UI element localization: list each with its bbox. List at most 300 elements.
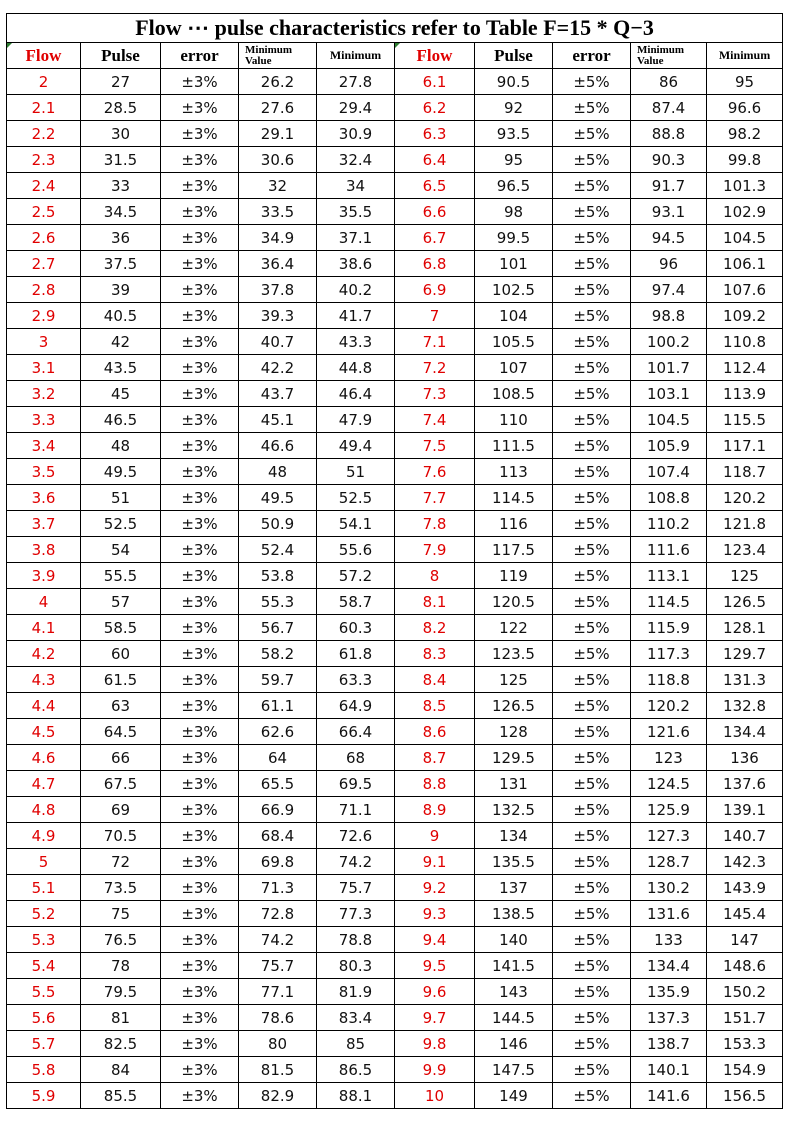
pulse-cell-left: 70.5 bbox=[81, 823, 161, 849]
minimum-cell-left: 27.8 bbox=[317, 69, 395, 95]
table-row bbox=[7, 719, 783, 745]
flow-cell-left: 5.2 bbox=[7, 901, 81, 927]
minimum-value-cell-right: 140.1 bbox=[631, 1057, 707, 1083]
pulse-cell-right: 101 bbox=[475, 251, 553, 277]
table-title: Flow ⋯ pulse characteristics refer to Table F=15 * Q−3 bbox=[7, 14, 783, 43]
error-cell-right: ±5% bbox=[553, 199, 631, 225]
minimum-value-cell-left: 65.5 bbox=[239, 771, 317, 797]
minimum-value-cell-right: 98.8 bbox=[631, 303, 707, 329]
pulse-cell-left: 67.5 bbox=[81, 771, 161, 797]
pulse-cell-left: 49.5 bbox=[81, 459, 161, 485]
minimum-value-cell-right: 110.2 bbox=[631, 511, 707, 537]
error-cell-right: ±5% bbox=[553, 771, 631, 797]
minimum-cell-right: 148.6 bbox=[707, 953, 783, 979]
minimum-value-cell-left: 77.1 bbox=[239, 979, 317, 1005]
minimum-cell-left: 57.2 bbox=[317, 563, 395, 589]
table-row bbox=[7, 667, 783, 693]
flow-cell-right: 9.5 bbox=[395, 953, 475, 979]
minimum-cell-left: 64.9 bbox=[317, 693, 395, 719]
flow-cell-right: 6.9 bbox=[395, 277, 475, 303]
minimum-value-cell-left: 36.4 bbox=[239, 251, 317, 277]
minimum-cell-right: 140.7 bbox=[707, 823, 783, 849]
minimum-value-cell-left: 59.7 bbox=[239, 667, 317, 693]
minimum-value-cell-right: 114.5 bbox=[631, 589, 707, 615]
minimum-value-cell-left: 45.1 bbox=[239, 407, 317, 433]
minimum-value-cell-left: 78.6 bbox=[239, 1005, 317, 1031]
error-cell-right: ±5% bbox=[553, 355, 631, 381]
flow-cell-right: 6.4 bbox=[395, 147, 475, 173]
flow-cell-right: 8.7 bbox=[395, 745, 475, 771]
error-cell-right: ±5% bbox=[553, 953, 631, 979]
error-cell-right: ±5% bbox=[553, 147, 631, 173]
minimum-value-cell-right: 96 bbox=[631, 251, 707, 277]
flow-cell-right: 9.9 bbox=[395, 1057, 475, 1083]
minimum-cell-left: 72.6 bbox=[317, 823, 395, 849]
flow-cell-left: 3.9 bbox=[7, 563, 81, 589]
error-cell-right: ±5% bbox=[553, 589, 631, 615]
pulse-cell-right: 116 bbox=[475, 511, 553, 537]
table-row bbox=[7, 407, 783, 433]
error-cell-right: ±5% bbox=[553, 381, 631, 407]
minimum-value-cell-right: 121.6 bbox=[631, 719, 707, 745]
error-cell-left: ±3% bbox=[161, 147, 239, 173]
flow-cell-left: 4 bbox=[7, 589, 81, 615]
error-cell-right: ±5% bbox=[553, 173, 631, 199]
minimum-value-cell-right: 91.7 bbox=[631, 173, 707, 199]
pulse-cell-right: 111.5 bbox=[475, 433, 553, 459]
error-cell-left: ±3% bbox=[161, 563, 239, 589]
table-row bbox=[7, 225, 783, 251]
minimum-cell-right: 142.3 bbox=[707, 849, 783, 875]
flow-cell-left: 3.6 bbox=[7, 485, 81, 511]
error-cell-left: ±3% bbox=[161, 485, 239, 511]
minimum-value-cell-right: 118.8 bbox=[631, 667, 707, 693]
flow-cell-left: 3 bbox=[7, 329, 81, 355]
minimum-value-cell-left: 34.9 bbox=[239, 225, 317, 251]
pulse-cell-left: 37.5 bbox=[81, 251, 161, 277]
flow-cell-left: 4.2 bbox=[7, 641, 81, 667]
minimum-cell-left: 35.5 bbox=[317, 199, 395, 225]
pulse-cell-left: 57 bbox=[81, 589, 161, 615]
minimum-cell-right: 96.6 bbox=[707, 95, 783, 121]
minimum-value-cell-left: 55.3 bbox=[239, 589, 317, 615]
minimum-cell-right: 104.5 bbox=[707, 225, 783, 251]
flow-cell-left: 2.3 bbox=[7, 147, 81, 173]
error-cell-left: ±3% bbox=[161, 849, 239, 875]
error-cell-left: ±3% bbox=[161, 537, 239, 563]
pulse-cell-right: 105.5 bbox=[475, 329, 553, 355]
minimum-cell-left: 75.7 bbox=[317, 875, 395, 901]
minimum-value-cell-right: 123 bbox=[631, 745, 707, 771]
header-flow-right bbox=[395, 43, 475, 69]
pulse-cell-right: 128 bbox=[475, 719, 553, 745]
minimum-cell-right: 134.4 bbox=[707, 719, 783, 745]
corner-marker-icon bbox=[7, 43, 12, 48]
pulse-cell-left: 30 bbox=[81, 121, 161, 147]
error-cell-right: ±5% bbox=[553, 277, 631, 303]
flow-cell-left: 4.9 bbox=[7, 823, 81, 849]
minimum-value-cell-right: 103.1 bbox=[631, 381, 707, 407]
flow-cell-right: 7 bbox=[395, 303, 475, 329]
minimum-value-cell-left: 75.7 bbox=[239, 953, 317, 979]
flow-cell-left: 2.2 bbox=[7, 121, 81, 147]
pulse-cell-right: 95 bbox=[475, 147, 553, 173]
error-cell-left: ±3% bbox=[161, 355, 239, 381]
pulse-cell-left: 61.5 bbox=[81, 667, 161, 693]
minimum-cell-right: 109.2 bbox=[707, 303, 783, 329]
error-cell-right: ±5% bbox=[553, 1031, 631, 1057]
minimum-cell-right: 150.2 bbox=[707, 979, 783, 1005]
minimum-cell-right: 107.6 bbox=[707, 277, 783, 303]
flow-cell-left: 5 bbox=[7, 849, 81, 875]
minimum-cell-right: 118.7 bbox=[707, 459, 783, 485]
minimum-cell-left: 41.7 bbox=[317, 303, 395, 329]
minimum-cell-right: 126.5 bbox=[707, 589, 783, 615]
flow-cell-right: 6.1 bbox=[395, 69, 475, 95]
flow-cell-left: 4.7 bbox=[7, 771, 81, 797]
error-cell-right: ±5% bbox=[553, 797, 631, 823]
minimum-cell-right: 137.6 bbox=[707, 771, 783, 797]
table-row bbox=[7, 797, 783, 823]
flow-cell-right: 9.8 bbox=[395, 1031, 475, 1057]
minimum-cell-left: 49.4 bbox=[317, 433, 395, 459]
pulse-cell-left: 64.5 bbox=[81, 719, 161, 745]
flow-cell-right: 8.6 bbox=[395, 719, 475, 745]
pulse-cell-left: 42 bbox=[81, 329, 161, 355]
error-cell-left: ±3% bbox=[161, 953, 239, 979]
error-cell-left: ±3% bbox=[161, 225, 239, 251]
minimum-cell-left: 52.5 bbox=[317, 485, 395, 511]
minimum-cell-right: 151.7 bbox=[707, 1005, 783, 1031]
flow-cell-left: 2.5 bbox=[7, 199, 81, 225]
minimum-value-cell-left: 46.6 bbox=[239, 433, 317, 459]
flow-cell-right: 10 bbox=[395, 1083, 475, 1109]
flow-cell-left: 4.6 bbox=[7, 745, 81, 771]
error-cell-right: ±5% bbox=[553, 251, 631, 277]
minimum-value-cell-right: 108.8 bbox=[631, 485, 707, 511]
pulse-cell-right: 113 bbox=[475, 459, 553, 485]
error-cell-left: ±3% bbox=[161, 121, 239, 147]
minimum-value-cell-right: 124.5 bbox=[631, 771, 707, 797]
minimum-value-cell-left: 66.9 bbox=[239, 797, 317, 823]
flow-cell-right: 7.5 bbox=[395, 433, 475, 459]
flow-cell-right: 6.2 bbox=[395, 95, 475, 121]
pulse-cell-right: 132.5 bbox=[475, 797, 553, 823]
minimum-cell-right: 125 bbox=[707, 563, 783, 589]
header-pulse-left: Pulse bbox=[81, 43, 161, 69]
minimum-value-cell-left: 61.1 bbox=[239, 693, 317, 719]
error-cell-right: ±5% bbox=[553, 745, 631, 771]
minimum-cell-left: 85 bbox=[317, 1031, 395, 1057]
table-row bbox=[7, 875, 783, 901]
error-cell-right: ±5% bbox=[553, 875, 631, 901]
pulse-cell-right: 122 bbox=[475, 615, 553, 641]
minimum-value-cell-right: 105.9 bbox=[631, 433, 707, 459]
minimum-cell-left: 74.2 bbox=[317, 849, 395, 875]
pulse-cell-right: 110 bbox=[475, 407, 553, 433]
table-row bbox=[7, 147, 783, 173]
table-row bbox=[7, 693, 783, 719]
error-cell-right: ±5% bbox=[553, 563, 631, 589]
pulse-cell-right: 98 bbox=[475, 199, 553, 225]
error-cell-right: ±5% bbox=[553, 901, 631, 927]
error-cell-left: ±3% bbox=[161, 511, 239, 537]
table-row bbox=[7, 69, 783, 95]
flow-cell-right: 7.2 bbox=[395, 355, 475, 381]
pulse-cell-left: 84 bbox=[81, 1057, 161, 1083]
pulse-cell-right: 147.5 bbox=[475, 1057, 553, 1083]
minimum-value-cell-left: 39.3 bbox=[239, 303, 317, 329]
minimum-cell-right: 153.3 bbox=[707, 1031, 783, 1057]
header-error-right: error bbox=[553, 43, 631, 69]
minimum-value-cell-right: 100.2 bbox=[631, 329, 707, 355]
minimum-value-cell-left: 53.8 bbox=[239, 563, 317, 589]
minimum-value-cell-left: 29.1 bbox=[239, 121, 317, 147]
pulse-cell-left: 39 bbox=[81, 277, 161, 303]
minimum-cell-right: 121.8 bbox=[707, 511, 783, 537]
minimum-value-cell-left: 26.2 bbox=[239, 69, 317, 95]
minimum-cell-left: 71.1 bbox=[317, 797, 395, 823]
minimum-value-cell-right: 134.4 bbox=[631, 953, 707, 979]
error-cell-right: ±5% bbox=[553, 407, 631, 433]
table-row bbox=[7, 459, 783, 485]
pulse-cell-right: 119 bbox=[475, 563, 553, 589]
flow-cell-right: 9.7 bbox=[395, 1005, 475, 1031]
minimum-value-cell-left: 69.8 bbox=[239, 849, 317, 875]
table-body bbox=[7, 69, 783, 1109]
minimum-cell-right: 156.5 bbox=[707, 1083, 783, 1109]
minimum-cell-right: 132.8 bbox=[707, 693, 783, 719]
error-cell-right: ±5% bbox=[553, 69, 631, 95]
minimum-value-cell-right: 128.7 bbox=[631, 849, 707, 875]
pulse-cell-left: 85.5 bbox=[81, 1083, 161, 1109]
error-cell-left: ±3% bbox=[161, 459, 239, 485]
flow-cell-left: 2.9 bbox=[7, 303, 81, 329]
table-row bbox=[7, 537, 783, 563]
pulse-cell-right: 125 bbox=[475, 667, 553, 693]
error-cell-left: ±3% bbox=[161, 667, 239, 693]
minimum-value-cell-left: 43.7 bbox=[239, 381, 317, 407]
flow-cell-right: 8.3 bbox=[395, 641, 475, 667]
flow-cell-left: 5.1 bbox=[7, 875, 81, 901]
flow-cell-right: 7.6 bbox=[395, 459, 475, 485]
minimum-value-cell-right: 87.4 bbox=[631, 95, 707, 121]
pulse-cell-right: 135.5 bbox=[475, 849, 553, 875]
pulse-cell-right: 141.5 bbox=[475, 953, 553, 979]
pulse-cell-right: 134 bbox=[475, 823, 553, 849]
table-row bbox=[7, 277, 783, 303]
minimum-cell-left: 30.9 bbox=[317, 121, 395, 147]
pulse-cell-left: 48 bbox=[81, 433, 161, 459]
header-label: Flow bbox=[416, 45, 453, 65]
minimum-value-cell-right: 138.7 bbox=[631, 1031, 707, 1057]
error-cell-left: ±3% bbox=[161, 589, 239, 615]
minimum-cell-left: 68 bbox=[317, 745, 395, 771]
error-cell-left: ±3% bbox=[161, 979, 239, 1005]
minimum-cell-right: 115.5 bbox=[707, 407, 783, 433]
table-row bbox=[7, 1031, 783, 1057]
column-header-row bbox=[7, 43, 783, 69]
error-cell-right: ±5% bbox=[553, 1083, 631, 1109]
minimum-cell-left: 86.5 bbox=[317, 1057, 395, 1083]
flow-cell-right: 6.3 bbox=[395, 121, 475, 147]
minimum-value-cell-right: 127.3 bbox=[631, 823, 707, 849]
minimum-value-cell-right: 125.9 bbox=[631, 797, 707, 823]
table-row bbox=[7, 251, 783, 277]
flow-cell-right: 7.1 bbox=[395, 329, 475, 355]
header-label: Flow bbox=[25, 45, 62, 65]
pulse-cell-left: 60 bbox=[81, 641, 161, 667]
minimum-cell-right: 117.1 bbox=[707, 433, 783, 459]
error-cell-left: ±3% bbox=[161, 719, 239, 745]
minimum-value-cell-left: 33.5 bbox=[239, 199, 317, 225]
header-error-left: error bbox=[161, 43, 239, 69]
minimum-cell-left: 60.3 bbox=[317, 615, 395, 641]
pulse-cell-right: 126.5 bbox=[475, 693, 553, 719]
minimum-cell-left: 63.3 bbox=[317, 667, 395, 693]
pulse-cell-right: 107 bbox=[475, 355, 553, 381]
minimum-value-cell-left: 56.7 bbox=[239, 615, 317, 641]
error-cell-right: ±5% bbox=[553, 719, 631, 745]
table-row bbox=[7, 303, 783, 329]
minimum-value-cell-right: 130.2 bbox=[631, 875, 707, 901]
minimum-cell-right: 123.4 bbox=[707, 537, 783, 563]
flow-cell-right: 7.9 bbox=[395, 537, 475, 563]
header-minimum-right: Minimum bbox=[707, 43, 783, 69]
pulse-cell-left: 78 bbox=[81, 953, 161, 979]
error-cell-left: ±3% bbox=[161, 615, 239, 641]
flow-cell-left: 2 bbox=[7, 69, 81, 95]
table-row bbox=[7, 433, 783, 459]
error-cell-left: ±3% bbox=[161, 199, 239, 225]
error-cell-left: ±3% bbox=[161, 173, 239, 199]
flow-cell-right: 8.1 bbox=[395, 589, 475, 615]
minimum-cell-left: 77.3 bbox=[317, 901, 395, 927]
table-row bbox=[7, 563, 783, 589]
table-row bbox=[7, 589, 783, 615]
table-row bbox=[7, 615, 783, 641]
pulse-cell-right: 93.5 bbox=[475, 121, 553, 147]
minimum-value-cell-left: 42.2 bbox=[239, 355, 317, 381]
flow-cell-right: 9.2 bbox=[395, 875, 475, 901]
error-cell-left: ±3% bbox=[161, 693, 239, 719]
pulse-cell-right: 123.5 bbox=[475, 641, 553, 667]
flow-cell-left: 5.3 bbox=[7, 927, 81, 953]
pulse-cell-left: 82.5 bbox=[81, 1031, 161, 1057]
minimum-cell-left: 38.6 bbox=[317, 251, 395, 277]
error-cell-right: ±5% bbox=[553, 537, 631, 563]
error-cell-right: ±5% bbox=[553, 95, 631, 121]
pulse-cell-left: 28.5 bbox=[81, 95, 161, 121]
flow-cell-left: 5.5 bbox=[7, 979, 81, 1005]
pulse-cell-left: 75 bbox=[81, 901, 161, 927]
error-cell-right: ±5% bbox=[553, 823, 631, 849]
minimum-cell-right: 131.3 bbox=[707, 667, 783, 693]
error-cell-left: ±3% bbox=[161, 329, 239, 355]
pulse-cell-right: 104 bbox=[475, 303, 553, 329]
minimum-value-cell-left: 68.4 bbox=[239, 823, 317, 849]
table-row bbox=[7, 355, 783, 381]
minimum-value-cell-left: 27.6 bbox=[239, 95, 317, 121]
pulse-cell-left: 66 bbox=[81, 745, 161, 771]
minimum-cell-left: 29.4 bbox=[317, 95, 395, 121]
pulse-cell-left: 46.5 bbox=[81, 407, 161, 433]
pulse-cell-left: 34.5 bbox=[81, 199, 161, 225]
pulse-cell-left: 79.5 bbox=[81, 979, 161, 1005]
flow-cell-left: 3.8 bbox=[7, 537, 81, 563]
error-cell-left: ±3% bbox=[161, 823, 239, 849]
header-pulse-right: Pulse bbox=[475, 43, 553, 69]
minimum-value-cell-left: 81.5 bbox=[239, 1057, 317, 1083]
error-cell-right: ±5% bbox=[553, 485, 631, 511]
error-cell-right: ±5% bbox=[553, 979, 631, 1005]
pulse-cell-right: 146 bbox=[475, 1031, 553, 1057]
flow-cell-right: 9 bbox=[395, 823, 475, 849]
flow-cell-left: 3.4 bbox=[7, 433, 81, 459]
error-cell-right: ±5% bbox=[553, 225, 631, 251]
minimum-value-cell-right: 141.6 bbox=[631, 1083, 707, 1109]
minimum-value-cell-right: 93.1 bbox=[631, 199, 707, 225]
pulse-cell-right: 140 bbox=[475, 927, 553, 953]
flow-cell-left: 3.1 bbox=[7, 355, 81, 381]
minimum-value-cell-right: 101.7 bbox=[631, 355, 707, 381]
minimum-value-cell-left: 71.3 bbox=[239, 875, 317, 901]
pulse-cell-left: 36 bbox=[81, 225, 161, 251]
pulse-cell-left: 33 bbox=[81, 173, 161, 199]
flow-cell-left: 2.1 bbox=[7, 95, 81, 121]
error-cell-left: ±3% bbox=[161, 433, 239, 459]
table-row bbox=[7, 1057, 783, 1083]
minimum-cell-right: 110.8 bbox=[707, 329, 783, 355]
flow-cell-right: 7.8 bbox=[395, 511, 475, 537]
flow-cell-left: 4.4 bbox=[7, 693, 81, 719]
minimum-value-cell-left: 80 bbox=[239, 1031, 317, 1057]
minimum-cell-right: 101.3 bbox=[707, 173, 783, 199]
flow-cell-left: 3.3 bbox=[7, 407, 81, 433]
minimum-value-cell-left: 49.5 bbox=[239, 485, 317, 511]
error-cell-left: ±3% bbox=[161, 95, 239, 121]
flow-cell-left: 4.3 bbox=[7, 667, 81, 693]
table-row bbox=[7, 173, 783, 199]
minimum-cell-right: 112.4 bbox=[707, 355, 783, 381]
pulse-cell-left: 76.5 bbox=[81, 927, 161, 953]
minimum-cell-left: 66.4 bbox=[317, 719, 395, 745]
minimum-value-cell-right: 104.5 bbox=[631, 407, 707, 433]
table-row bbox=[7, 95, 783, 121]
pulse-characteristics-sheet bbox=[6, 13, 782, 1109]
table-row bbox=[7, 849, 783, 875]
table-row bbox=[7, 485, 783, 511]
table-row bbox=[7, 771, 783, 797]
minimum-cell-left: 47.9 bbox=[317, 407, 395, 433]
error-cell-left: ±3% bbox=[161, 381, 239, 407]
minimum-value-cell-right: 131.6 bbox=[631, 901, 707, 927]
error-cell-left: ±3% bbox=[161, 875, 239, 901]
flow-cell-left: 3.7 bbox=[7, 511, 81, 537]
minimum-cell-right: 128.1 bbox=[707, 615, 783, 641]
error-cell-left: ±3% bbox=[161, 303, 239, 329]
pulse-cell-left: 54 bbox=[81, 537, 161, 563]
flow-cell-right: 9.6 bbox=[395, 979, 475, 1005]
flow-cell-right: 8.9 bbox=[395, 797, 475, 823]
error-cell-right: ±5% bbox=[553, 511, 631, 537]
error-cell-right: ±5% bbox=[553, 927, 631, 953]
pulse-cell-right: 137 bbox=[475, 875, 553, 901]
flow-cell-right: 9.3 bbox=[395, 901, 475, 927]
minimum-cell-right: 98.2 bbox=[707, 121, 783, 147]
minimum-cell-left: 83.4 bbox=[317, 1005, 395, 1031]
flow-cell-right: 6.7 bbox=[395, 225, 475, 251]
